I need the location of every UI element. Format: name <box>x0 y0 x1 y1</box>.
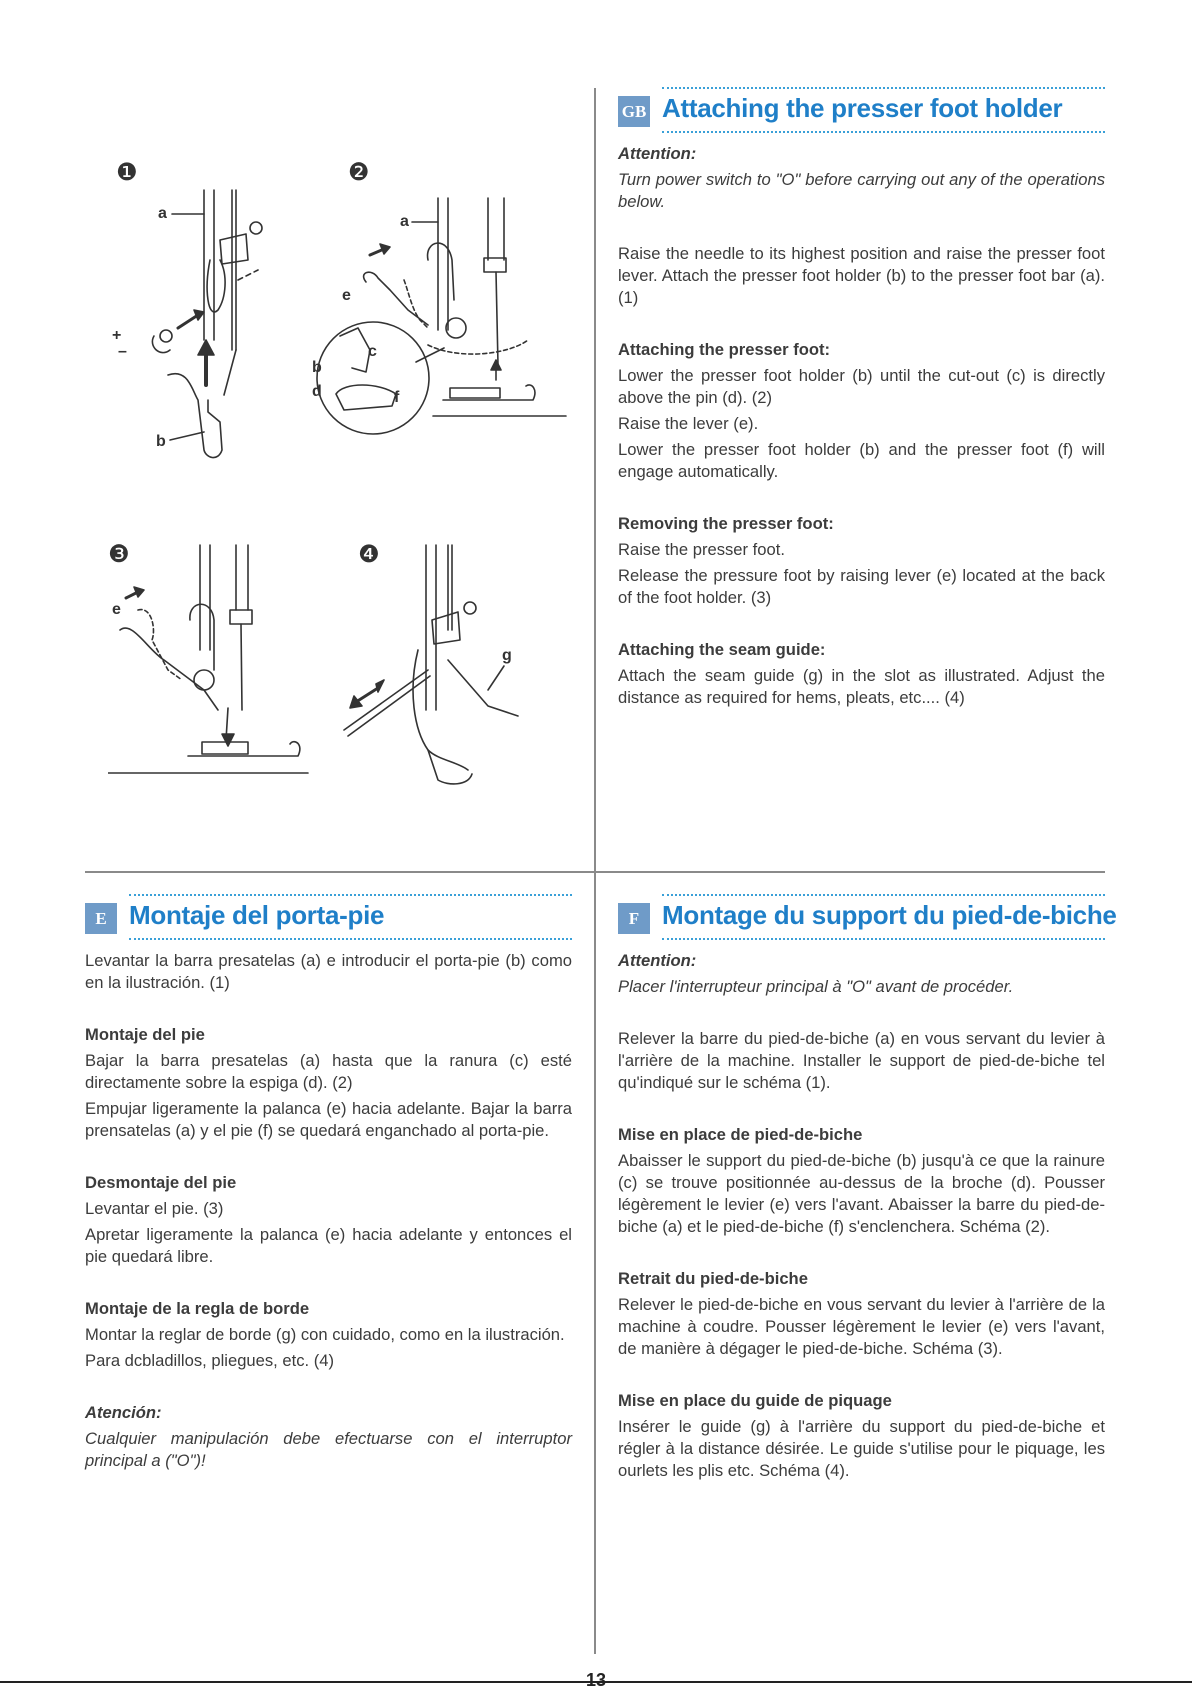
subheading-mise-pied: Mise en place de pied-de-biche <box>618 1125 863 1144</box>
subheading-regla: Montaje de la regla de borde <box>85 1299 310 1318</box>
figure-3 <box>108 540 308 773</box>
paragraph: Lower the presser foot holder (b) and the presser foot (f) will engage automatically. <box>618 440 1105 481</box>
figure-number-2: ❷ <box>348 158 370 186</box>
attention-text: Turn power switch to "O" before carrying out any of the operations below. <box>618 170 1105 211</box>
paragraph: Raise the lever (e). <box>618 414 759 433</box>
subheading-attach-foot: Attaching the presser foot: <box>618 340 831 359</box>
paragraph: Abaisser le support du pied-de-biche (b) jusqu'à ce que la rainure (c) se trouve positionnée au-dessus de la broche (d). Pousser légèrement le levier (e) vers l'avant. Abaisser la barre du pied-de-biche (a) et le pied-de-biche (f) s'enclenchera. Schéma (2). <box>618 1151 1105 1236</box>
dotted-rule-top <box>662 87 1105 89</box>
paragraph: Bajar la barra presatelas (a) hasta que la ranura (c) esté directamente sobre la espiga (d). (2) <box>85 1051 572 1092</box>
dotted-rule-top <box>662 894 1105 896</box>
label-a: a <box>158 205 167 222</box>
presser-foot-illustrations <box>108 150 578 810</box>
section-body-fr <box>618 950 1105 1482</box>
subheading-retrait: Retrait du pied-de-biche <box>618 1269 808 1288</box>
section-header-gb <box>618 87 1105 143</box>
paragraph: Raise the presser foot. <box>618 540 785 559</box>
subheading-remove-foot: Removing the presser foot: <box>618 514 834 533</box>
figure-number-4: ❹ <box>358 540 380 568</box>
intro-paragraph: Raise the needle to its highest position and raise the presser foot lever. Attach the presser foot holder (b) to the presser foot bar (a). (1) <box>618 244 1105 307</box>
paragraph: Release the pressure foot by raising lever (e) located at the back of the foot holder. (3) <box>618 566 1105 607</box>
label-minus: – <box>118 343 127 360</box>
label-e: e <box>112 601 121 618</box>
language-badge-gb: GB <box>618 96 650 127</box>
intro-paragraph: Levantar la barra presatelas (a) e introducir el porta-pie (b) como en la ilustración. (1) <box>85 951 572 992</box>
label-b: b <box>156 433 166 450</box>
label-d: d <box>312 383 322 400</box>
section-es <box>85 894 572 1476</box>
label-a: a <box>400 213 409 230</box>
language-badge-fr: F <box>618 903 650 934</box>
paragraph: Attach the seam guide (g) in the slot as illustrated. Adjust the distance as required for hems, pleats, etc.... (4) <box>618 666 1105 707</box>
label-f: f <box>394 389 400 406</box>
paragraph: Empujar ligeramente la palanca (e) hacia adelante. Bajar la barra prensatelas (a) y el pie (f) se quedará enganchado al porta-pie. <box>85 1099 572 1140</box>
figure-4 <box>344 540 518 784</box>
section-body-gb <box>618 143 1105 709</box>
figure-number-3: ❸ <box>108 540 130 568</box>
subheading-guide: Mise en place du guide de piquage <box>618 1391 892 1410</box>
intro-paragraph: Relever la barre du pied-de-biche (a) en vous servant du levier à l'arrière de la machine. Installer le support de pied-de-biche tel qu'indiqué sur le schéma (1). <box>618 1029 1105 1092</box>
section-gb <box>618 87 1105 713</box>
dotted-rule-bottom <box>662 938 1105 940</box>
figure-number-1: ❶ <box>116 158 138 186</box>
subheading-montaje-pie: Montaje del pie <box>85 1025 205 1044</box>
attention-title: Attention: <box>618 144 697 163</box>
dotted-rule-bottom <box>129 938 572 940</box>
section-header-es <box>85 894 572 950</box>
section-title-es: Montaje del porta-pie <box>129 900 385 930</box>
section-fr <box>618 894 1117 1486</box>
subheading-desmontaje: Desmontaje del pie <box>85 1173 237 1192</box>
language-badge-es: E <box>85 903 117 934</box>
paragraph: Lower the presser foot holder (b) until the cut-out (c) is directly above the pin (d). (2) <box>618 366 1105 407</box>
dotted-rule-top <box>129 894 572 896</box>
dotted-rule-bottom <box>662 131 1105 133</box>
paragraph: Para dcbladillos, pliegues, etc. (4) <box>85 1351 335 1370</box>
paragraph: Insérer le guide (g) à l'arrière du support du pied-de-biche et régler à la distance désirée. Le guide s'utilise pour le piquage, les ourlets les plis etc. Schéma (4). <box>618 1417 1105 1480</box>
section-header-fr <box>618 894 1117 950</box>
label-plus: + <box>112 327 122 344</box>
section-body-es <box>85 950 572 1472</box>
attention-title: Attention: <box>618 951 697 970</box>
page-number: 13 <box>586 1670 607 1690</box>
figure-1 <box>112 158 262 458</box>
paragraph: Relever le pied-de-biche en vous servant du levier à l'arrière de la machine à coudre. Pousser légèrement le levier (e) vers l'avant, de manière à dégager le pied-de-biche. Schéma (3). <box>618 1295 1105 1358</box>
row-divider <box>85 871 1105 873</box>
label-c: c <box>368 343 377 360</box>
section-title-gb: Attaching the presser foot holder <box>662 93 1063 123</box>
paragraph: Levantar el pie. (3) <box>85 1199 224 1218</box>
subheading-seam-guide: Attaching the seam guide: <box>618 640 826 659</box>
paragraph: Apretar ligeramente la palanca (e) hacia adelante y entonces el pie quedará libre. <box>85 1225 572 1266</box>
attention-text: Cualquier manipulación debe efectuarse con el interruptor principal a ("O")! <box>85 1429 572 1470</box>
label-b: b <box>312 359 322 376</box>
attention-text: Placer l'interrupteur principal à "O" avant de procéder. <box>618 977 1014 996</box>
paragraph: Montar la reglar de borde (g) con cuidado, como en la ilustración. <box>85 1325 565 1344</box>
figure-2 <box>312 158 566 434</box>
label-g: g <box>502 647 512 664</box>
label-e: e <box>342 287 351 304</box>
section-title-fr: Montage du support du pied-de-biche <box>662 900 1117 930</box>
attention-title: Atención: <box>85 1403 162 1422</box>
